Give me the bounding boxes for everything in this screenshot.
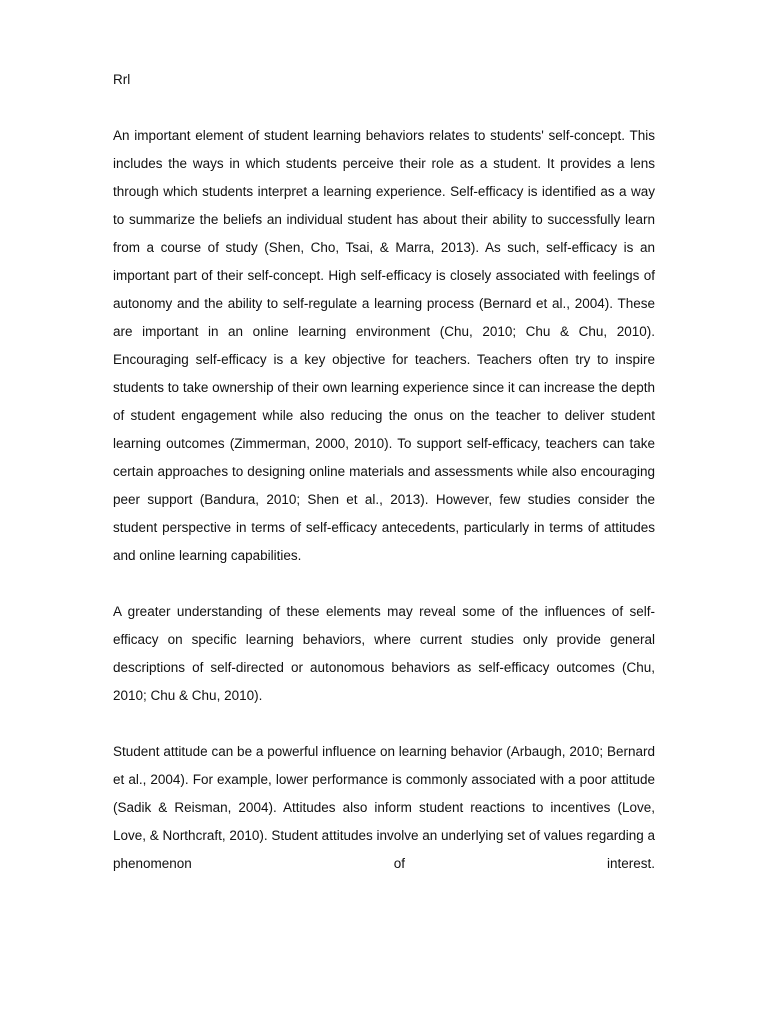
paragraph-student-attitude: Student attitude can be a powerful influence on learning behavior (Arbaugh, 2010; Bernard et al., 2004). For example, lower performance is commonly associated with a poor attitude (Sadik & Reisman, 2004). Attitudes also inform student reactions to incentives (Love, Love, & Northcraft, 2010). Student attitudes involve an underlying set of values regarding a phenomenon of interest. <box>113 744 655 871</box>
paragraph-greater-understanding: A greater understanding of these elements may reveal some of the influences of self-efficacy on specific learning behaviors, where current studies only provide general descriptions of self-directed or autonomous behaviors as self-efficacy outcomes (Chu, 2010; Chu & Chu, 2010). <box>113 604 655 703</box>
paragraph-self-concept: An important element of student learning behaviors relates to students' self-concept. This includes the ways in which students perceive their role as a student. It provides a lens through which students interpret a learning experience. Self-efficacy is identified as a way to summarize the beliefs an individual student has about their ability to successfully learn from a course of study (Shen, Cho, Tsai, & Marra, 2013). As such, self-efficacy is an important part of their self-concept. High self-efficacy is closely associated with feelings of autonomy and the ability to self-regulate a learning process (Bernard et al., 2004). These are important in an online learning environment (Chu, 2010; Chu & Chu, 2010). Encouraging self-efficacy is a key objective for teachers. Teachers often try to inspire students to take ownership of their own learning experience since it can increase the depth of student engagement while also reducing the onus on the teacher to deliver student learning outcomes (Zimmerman, 2000, 2010). To support self-efficacy, teachers can take certain approaches to designing online materials and assessments while also encouraging peer support (Bandura, 2010; Shen et al., 2013). However, few studies consider the student perspective in terms of self-efficacy antecedents, particularly in terms of attitudes and online learning capabilities. <box>113 128 655 563</box>
document-heading: Rrl <box>113 72 131 87</box>
document-page <box>113 66 655 878</box>
